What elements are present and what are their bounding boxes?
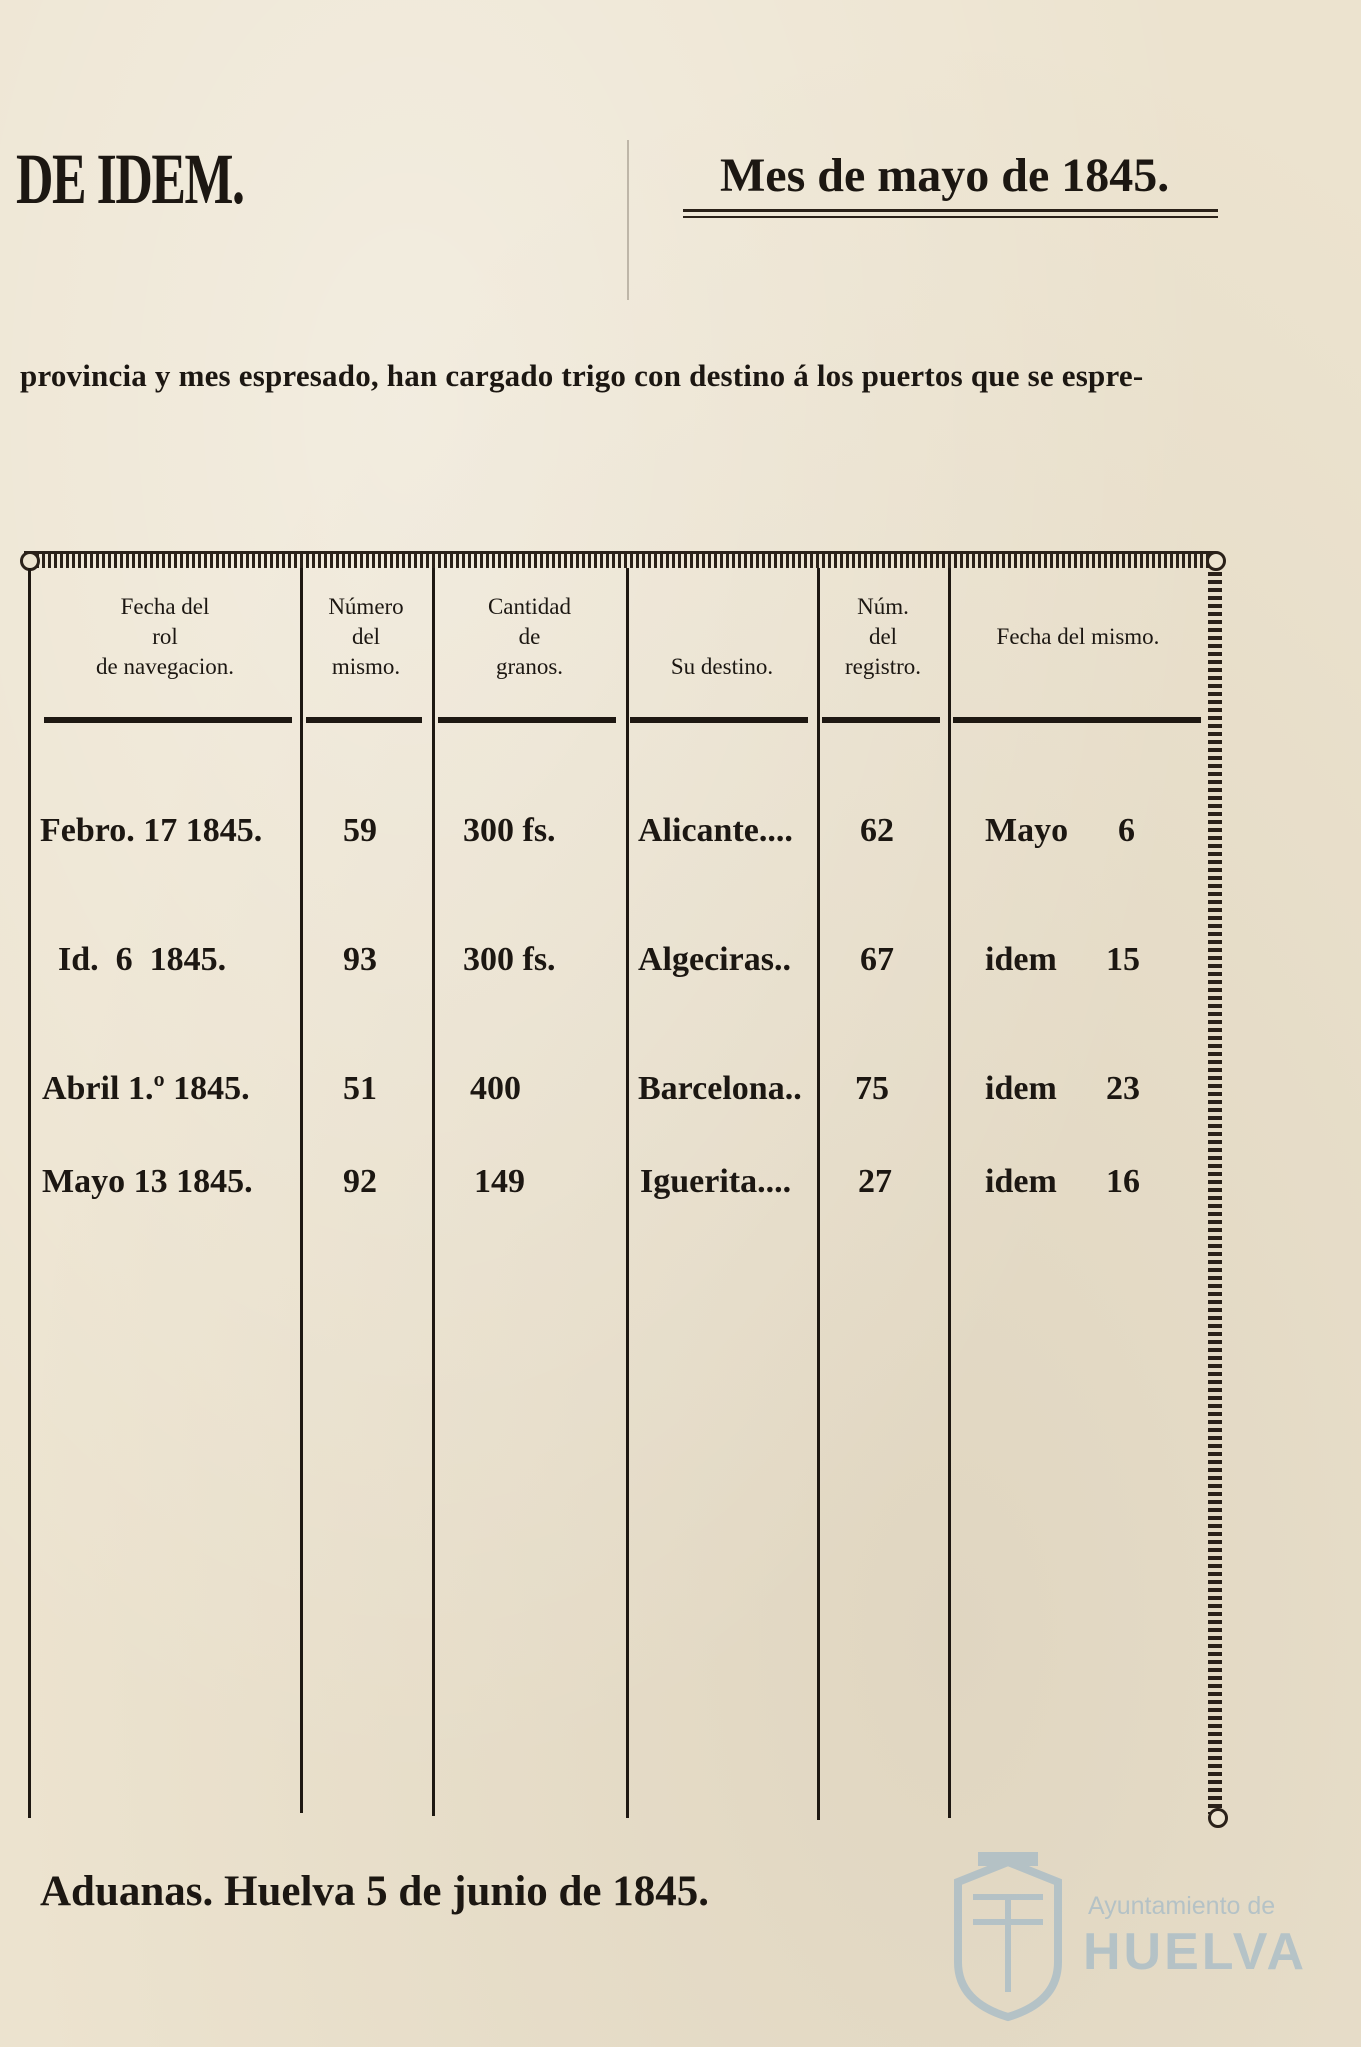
header-underline (953, 717, 1201, 723)
cell-fecha-mismo-mes: idem (985, 941, 1057, 978)
table-top-border (24, 551, 1216, 568)
header-underline (822, 717, 940, 723)
cell-registro: 75 (855, 1070, 889, 1107)
header-underline (306, 717, 422, 723)
corner-ornament (1208, 1808, 1228, 1828)
cell-fecha: Febro. 17 1845. (40, 812, 263, 849)
table-column-line (28, 568, 31, 1818)
corner-ornament (1206, 551, 1226, 571)
archive-watermark (948, 1852, 1348, 2027)
cell-destino: Alicante.... (638, 812, 793, 849)
cell-fecha-mismo-mes: idem (985, 1163, 1057, 1200)
cell-fecha-mismo-dia: 23 (1106, 1070, 1140, 1107)
heading-rule (683, 209, 1218, 212)
cell-fecha-mismo-dia: 16 (1106, 1163, 1140, 1200)
crest-icon (948, 1852, 1068, 2022)
cell-fecha: Abril 1.º 1845. (42, 1070, 250, 1107)
page-heading-left: DE IDEM. (16, 139, 244, 219)
cell-cantidad: 300 fs. (463, 941, 556, 978)
cell-numero: 59 (343, 812, 377, 849)
cell-destino: Algeciras.. (638, 941, 791, 978)
table-column-line (626, 568, 629, 1818)
page-heading-right: Mes de mayo de 1845. (720, 149, 1170, 202)
header-underline (438, 717, 616, 723)
cell-fecha-mismo-mes: Mayo (985, 812, 1069, 849)
heading-rule-2 (683, 216, 1218, 218)
cell-destino: Barcelona.. (638, 1070, 802, 1107)
table-right-border (1208, 556, 1222, 1814)
cell-fecha-mismo-dia: 15 (1106, 941, 1140, 978)
watermark-line-1: Ayuntamiento de (1088, 1892, 1276, 1920)
column-divider (627, 140, 629, 300)
header-fecha-rol: Fecha del rol de navegacion. (96, 594, 234, 679)
header-underline (630, 717, 808, 723)
cell-numero: 51 (343, 1070, 377, 1107)
table-column-line (432, 568, 435, 1816)
cell-registro: 27 (858, 1163, 892, 1200)
table-column-line (817, 568, 820, 1820)
header-underline (44, 717, 292, 723)
watermark-line-2: HUELVA (1083, 1923, 1308, 1981)
cell-fecha: Mayo 13 1845. (42, 1163, 253, 1200)
cell-cantidad: 400 (470, 1070, 521, 1107)
header-registro: Núm. del registro. (844, 594, 921, 679)
cell-fecha-mismo-mes: idem (985, 1070, 1057, 1107)
cell-registro: 62 (860, 812, 894, 849)
cell-numero: 93 (343, 941, 377, 978)
cell-fecha-mismo-dia: 6 (1118, 812, 1135, 849)
table-column-line (300, 568, 303, 1813)
footer-signature-line: Aduanas. Huelva 5 de junio de 1845. (40, 1868, 710, 1915)
cell-cantidad: 300 fs. (463, 812, 556, 849)
header-destino: Su destino. (670, 654, 774, 679)
cell-destino: Iguerita.... (640, 1163, 792, 1200)
header-fecha-mismo: Fecha del mismo. (996, 624, 1160, 649)
intro-text: provincia y mes espresado, han cargado trigo con destino á los puertos que se espre- (20, 358, 1144, 393)
header-cantidad: Cantidad de granos. (487, 594, 572, 679)
cell-numero: 92 (343, 1163, 377, 1200)
table-column-line (948, 568, 951, 1818)
header-numero: Número del mismo. (328, 594, 404, 679)
cell-fecha: Id. 6 1845. (58, 941, 227, 978)
cell-registro: 67 (860, 941, 894, 978)
cell-cantidad: 149 (474, 1163, 525, 1200)
